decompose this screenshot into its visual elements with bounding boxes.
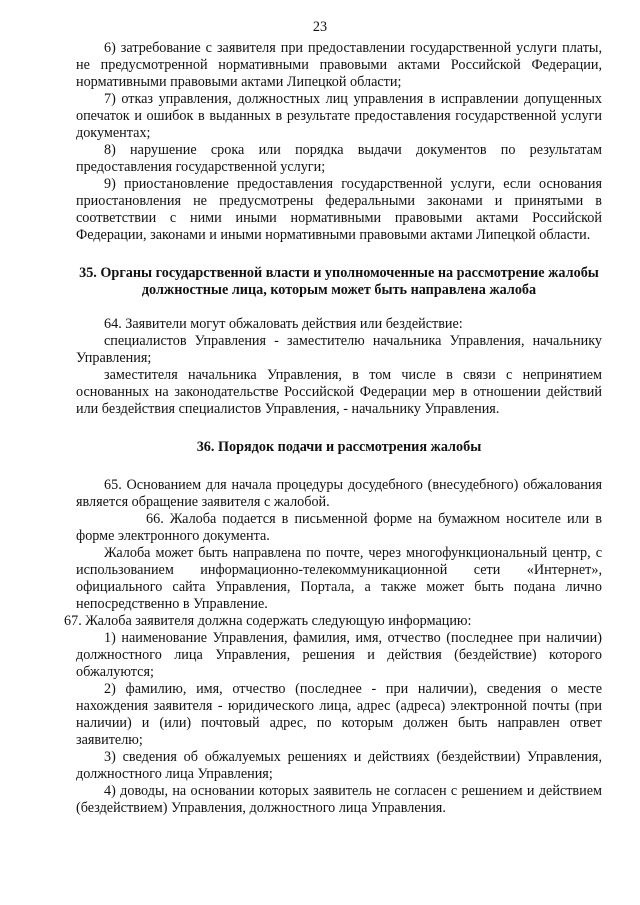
- paragraph-65: 65. Основанием для начала процедуры досудебного (внесудебного) обжалования является обращение заявителя с жалобой.: [76, 477, 602, 510]
- list-item-9: 9) приостановление предоставления государственной услуги, если основания приостановления не предусмотрены федеральными законами и принятыми в соответствии с ними иными нормативными правовыми актами Российской Федерации, законами и иными нормативными правовыми актами Липецкой области.: [76, 176, 602, 243]
- complaint-item-1: 1) наименование Управления, фамилия, имя, отчество (последнее при наличии) должностного лица Управления, решения и действия (бездействие) которого обжалуются;: [76, 630, 602, 680]
- complaint-item-4: 4) доводы, на основании которых заявитель не согласен с решением и действием (бездействием) Управления, должностного лица Управления.: [76, 783, 602, 816]
- paragraph-66-delivery: Жалоба может быть направлена по почте, через многофункциональный центр, с использованием информационно-телекоммуникационной сети «Интернет», официального сайта Управления, Портала, а также может быть подана лично непосредственно в Управление.: [76, 545, 602, 612]
- complaint-item-3: 3) сведения об обжалуемых решениях и действиях (бездействии) Управления, должностного лица Управления;: [76, 749, 602, 782]
- document-body: [64, 40, 602, 817]
- list-item-7: 7) отказ управления, должностных лиц управления в исправлении допущенных опечаток и ошибок в выданных в результате предоставления государственной услуги документах;: [76, 91, 602, 141]
- paragraph-64: 64. Заявители могут обжаловать действия или бездействие:: [104, 316, 463, 332]
- list-item-6: 6) затребование с заявителя при предоставлении государственной услуги платы, не предусмотренной нормативными правовыми актами Российской Федерации, нормативными правовыми актами Липецкой области;: [76, 40, 602, 90]
- complaint-item-2: 2) фамилию, имя, отчество (последнее - при наличии), сведения о месте нахождения заявителя - юридического лица, адрес (адреса) электронной почты (при наличии) и (или) почтовый адрес, по которым должен быть направлен ответ заявителю;: [76, 681, 602, 748]
- section-35-heading: 35. Органы государственной власти и уполномоченные на рассмотрение жалобы должностные лица, которым может быть направлена жалоба: [79, 265, 599, 298]
- paragraph-64-deputy: заместителя начальника Управления, в том числе в связи с непринятием основанных на законодательстве Российской Федерации мер в отношении действий или бездействия специалистов Управления, - начальнику Управления.: [76, 367, 602, 417]
- section-36-heading: 36. Порядок подачи и рассмотрения жалобы: [196, 439, 482, 455]
- paragraph-64-specialists: специалистов Управления - заместителю начальника Управления, начальнику Управления;: [76, 333, 602, 366]
- paragraph-66: 66. Жалоба подается в письменной форме на бумажном носителе или в форме электронного документа.: [76, 511, 602, 544]
- page-number: 23: [312, 19, 328, 35]
- list-item-8: 8) нарушение срока или порядка выдачи документов по результатам предоставления государственной услуги;: [76, 142, 602, 175]
- paragraph-67: 67. Жалоба заявителя должна содержать следующую информацию:: [64, 613, 472, 629]
